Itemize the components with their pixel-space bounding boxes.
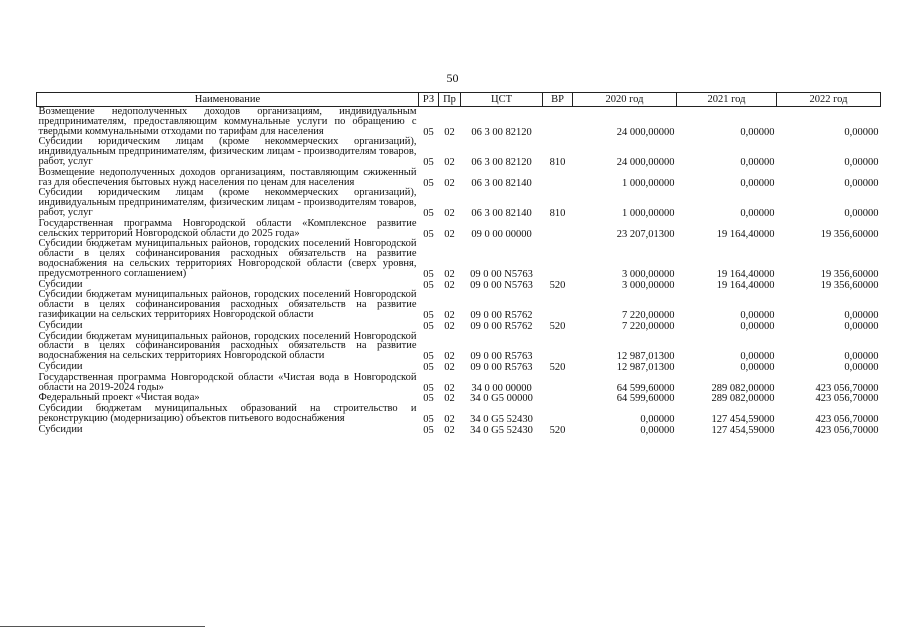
row-pr: 02 (444, 207, 455, 219)
row-2020: 1 000,00000 (622, 207, 675, 219)
row-2021: 127 454,59000 (711, 424, 775, 436)
row-cst: 09 0 00 N5763 (470, 279, 533, 291)
row-2021: 289 082,00000 (711, 393, 775, 405)
row-2021: 0,00000 (740, 207, 775, 219)
row-2020: 7 220,00000 (622, 320, 675, 332)
row-vr (543, 168, 573, 189)
row-2021: 0,00000 (740, 361, 775, 373)
table-header-row (37, 93, 881, 107)
row-pr: 02 (444, 424, 455, 436)
row-2020: 23 207,01300 (616, 228, 675, 240)
table-row (37, 321, 881, 332)
row-name: Государственная программа Новгородской области «Чистая вода в Новгородской области на 2019-2024 годы» (38, 371, 417, 393)
row-vr (543, 332, 573, 362)
row-cst: 09 0 00 R5763 (470, 361, 533, 373)
row-name: Субсидии юридическим лицам (кроме некоммерческих организаций), индивидуальным предпринимателям, физическим лицам - производителям товаров, работ, услуг (38, 136, 417, 167)
row-2022: 0,00000 (844, 361, 879, 373)
row-pr: 02 (444, 268, 455, 280)
row-cst: 34 0 G5 52430 (470, 424, 533, 436)
row-name: Государственная программа Новгородской области «Комплексное развитие сельских территорий Новгородской области до 2025 года» (38, 217, 417, 239)
table-row (37, 219, 881, 240)
row-2020: 24 000,00000 (616, 126, 675, 138)
header-2020: 2020 год (573, 93, 677, 107)
row-2021: 0,00000 (740, 351, 775, 363)
row-cst: 34 0 00 00000 (471, 382, 532, 394)
row-2022: 0,00000 (844, 177, 879, 189)
row-vr (543, 373, 573, 394)
table-row (37, 137, 881, 167)
table-row (37, 290, 881, 320)
row-vr (543, 219, 573, 240)
row-cst: 34 0 G5 52430 (470, 413, 533, 425)
row-name: Федеральный проект «Чистая вода» (38, 392, 200, 404)
header-2021: 2021 год (677, 93, 777, 107)
row-pr: 02 (444, 228, 455, 240)
row-name: Возмещение недополученных доходов организациям, поставляющим сжиженный газ для обеспечения бытовых нужд населения по ценам для населения (38, 166, 417, 188)
row-cst: 06 3 00 82140 (471, 177, 532, 189)
row-cst: 09 0 00 R5762 (470, 320, 533, 332)
row-rz: 05 (423, 309, 434, 321)
table-row (37, 168, 881, 189)
row-rz: 05 (423, 361, 434, 373)
row-vr: 520 (549, 424, 566, 436)
row-rz: 05 (423, 424, 434, 436)
row-2020: 0,00000 (640, 413, 675, 425)
row-2022: 0,00000 (844, 309, 879, 321)
page-number: 50 (446, 71, 459, 85)
row-2022: 0,00000 (844, 351, 879, 363)
row-2021: 19 164,40000 (716, 268, 775, 280)
row-2022: 423 056,70000 (815, 382, 879, 394)
row-2020: 3 000,00000 (622, 279, 675, 291)
row-vr (543, 404, 573, 425)
row-rz: 05 (423, 156, 434, 168)
row-cst: 34 0 G5 00000 (470, 393, 533, 405)
row-2021: 0,00000 (740, 309, 775, 321)
row-2021: 0,00000 (740, 177, 775, 189)
row-2020: 12 987,01300 (616, 361, 675, 373)
row-2021: 0,00000 (740, 320, 775, 332)
row-vr: 520 (549, 361, 566, 373)
table-row (37, 332, 881, 362)
row-name: Субсидии бюджетам муниципальных районов, городских поселений Новгородской области в целях софинансирования расходных обязательств на развитие водоснабжения на сельских территориях Новгородской области (сверх уровня, предусмотренного соглашением) (38, 238, 417, 279)
row-vr (543, 107, 573, 138)
row-2021: 0,00000 (740, 156, 775, 168)
row-2020: 12 987,01300 (616, 351, 675, 363)
row-cst: 06 3 00 82120 (471, 126, 532, 138)
row-2022: 423 056,70000 (815, 393, 879, 405)
row-cst: 06 3 00 82120 (471, 156, 532, 168)
row-cst: 09 0 00 R5763 (470, 351, 533, 363)
header-pr: Пр (439, 93, 461, 107)
table-row (37, 188, 881, 218)
row-2020: 3 000,00000 (622, 268, 675, 280)
row-rz: 05 (423, 228, 434, 240)
row-2020: 7 220,00000 (622, 309, 675, 321)
row-pr: 02 (444, 320, 455, 332)
row-name: Субсидии (38, 278, 83, 290)
row-name: Субсидии (38, 319, 83, 331)
row-2022: 423 056,70000 (815, 424, 879, 436)
row-pr: 02 (444, 393, 455, 405)
row-vr (543, 290, 573, 320)
header-vr: ВР (543, 93, 573, 107)
row-rz: 05 (423, 320, 434, 332)
row-2021: 19 164,40000 (716, 228, 775, 240)
row-2021: 127 454,59000 (711, 413, 775, 425)
row-2021: 19 164,40000 (716, 279, 775, 291)
row-vr (543, 239, 573, 279)
row-cst: 09 0 00 00000 (471, 228, 532, 240)
row-rz: 05 (423, 413, 434, 425)
row-pr: 02 (444, 177, 455, 189)
row-2022: 0,00000 (844, 320, 879, 332)
row-2020: 1 000,00000 (622, 177, 675, 189)
row-2020: 64 599,60000 (616, 393, 675, 405)
row-2022: 423 056,70000 (815, 413, 879, 425)
table-row (37, 373, 881, 394)
row-rz: 05 (423, 177, 434, 189)
row-name: Субсидии (38, 360, 83, 372)
budget-table (36, 92, 881, 436)
row-pr: 02 (444, 156, 455, 168)
row-pr: 02 (444, 126, 455, 138)
row-pr: 02 (444, 279, 455, 291)
row-name: Субсидии (38, 423, 83, 435)
row-2021: 0,00000 (740, 126, 775, 138)
row-rz: 05 (423, 351, 434, 363)
header-cst: ЦСТ (461, 93, 543, 107)
row-rz: 05 (423, 207, 434, 219)
row-2022: 0,00000 (844, 126, 879, 138)
row-2022: 19 356,60000 (820, 268, 879, 280)
row-2022: 0,00000 (844, 207, 879, 219)
row-2022: 0,00000 (844, 156, 879, 168)
row-2021: 289 082,00000 (711, 382, 775, 394)
row-2020: 64 599,60000 (616, 382, 675, 394)
row-2022: 19 356,60000 (820, 228, 879, 240)
row-2020: 24 000,00000 (616, 156, 675, 168)
table-row (37, 404, 881, 425)
footnote-divider (0, 626, 205, 627)
row-vr: 810 (549, 207, 566, 219)
row-pr: 02 (444, 413, 455, 425)
row-vr (543, 393, 573, 404)
row-name: Возмещение недополученных доходов организациям, индивидуальным предпринимателям, предоставляющим коммунальные услуги по обращению с твердыми коммунальными отходами по тарифам для населения (38, 106, 417, 137)
header-name: Наименование (37, 93, 419, 107)
row-pr: 02 (444, 361, 455, 373)
row-cst: 09 0 00 N5763 (470, 268, 533, 280)
row-pr: 02 (444, 351, 455, 363)
row-rz: 05 (423, 126, 434, 138)
table-row (37, 425, 881, 436)
row-name: Субсидии бюджетам муниципальных районов, городских поселений Новгородской области в целях софинансирования расходных обязательств на развитие газификации на сельских территориях Новгородской области (38, 289, 417, 320)
header-rz: РЗ (419, 93, 439, 107)
row-vr: 520 (549, 320, 566, 332)
row-vr: 520 (549, 279, 566, 291)
row-rz: 05 (423, 279, 434, 291)
row-pr: 02 (444, 382, 455, 394)
row-cst: 06 3 00 82140 (471, 207, 532, 219)
row-name: Субсидии бюджетам муниципальных районов, городских поселений Новгородской области в целях софинансирования расходных обязательств на развитие водоснабжения на сельских территориях Новгородской области (38, 330, 417, 362)
table-row (37, 107, 881, 138)
row-rz: 05 (423, 268, 434, 280)
row-rz: 05 (423, 382, 434, 394)
row-vr: 810 (549, 156, 566, 168)
table-row (37, 239, 881, 279)
header-2022: 2022 год (777, 93, 881, 107)
row-2022: 19 356,60000 (820, 279, 879, 291)
row-cst: 09 0 00 R5762 (470, 309, 533, 321)
row-pr: 02 (444, 309, 455, 321)
row-2020: 0,00000 (640, 424, 675, 436)
row-name: Субсидии бюджетам муниципальных образований на строительство и реконструкцию (модернизацию) объектов питьевого водоснабжения (38, 403, 417, 424)
row-name: Субсидии юридическим лицам (кроме некоммерческих организаций), индивидуальным предпринимателям, физическим лицам - производителям товаров, работ, услуг (38, 187, 417, 218)
row-rz: 05 (423, 393, 434, 405)
